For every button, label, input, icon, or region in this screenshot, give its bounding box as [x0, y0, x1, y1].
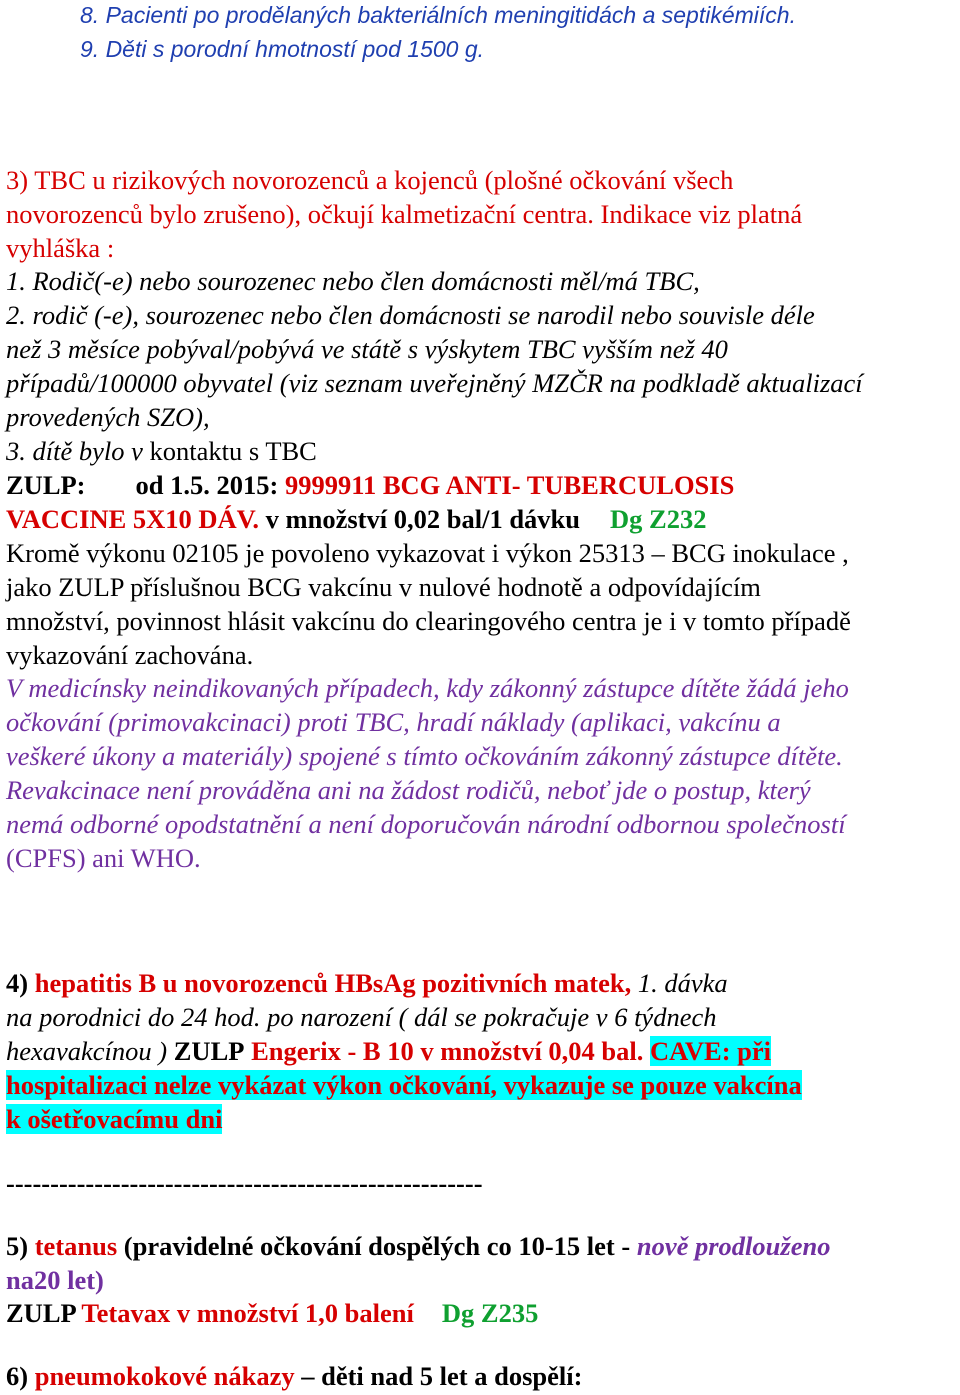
- hep-dose: 1. dávka: [637, 968, 728, 998]
- tet-new: nově prodlouženo: [636, 1231, 831, 1261]
- tet-heading-line: [6, 1231, 830, 1261]
- tbc-note-1: Kromě výkonu 02105 je povoleno vykazovat i výkon 25313 – BCG inokulace ,: [6, 538, 849, 568]
- pneu-title: pneumokokové nákazy: [34, 1361, 295, 1391]
- vaccine-name-cont: VACCINE 5X10 DÁV.: [6, 504, 260, 534]
- separator-line: ------------------------------------------------------: [6, 1168, 483, 1198]
- tbc-indication-3: [6, 436, 317, 466]
- zulp-vaccine-code: 9999911 BCG ANTI- TUBERCULOSIS: [284, 470, 735, 500]
- tbc-heading-line-2: novorozenců bylo zrušeno), očkují kalmetizační centra. Indikace viz platná: [6, 199, 803, 229]
- hep-zulp: ZULP: [173, 1036, 245, 1066]
- tbc-note-4: vykazování zachována.: [6, 640, 254, 670]
- diagnosis-code: Dg Z232: [610, 504, 707, 534]
- tbc-indication-2b: než 3 měsíce pobýval/pobývá ve státě s výskytem TBC vyšším než 40: [6, 334, 728, 364]
- hep-heading-line: [6, 968, 728, 998]
- hep-number: 4): [6, 968, 29, 998]
- zulp-date: od 1.5. 2015:: [135, 470, 279, 500]
- list-item-9: 9. Děti s porodní hmotností pod 1500 g.: [80, 36, 485, 62]
- tet-paren: (pravidelné očkování dospělých co 10-15 let -: [123, 1231, 631, 1261]
- hep-line-4: [6, 1070, 802, 1100]
- tbc-indication-3a: 3. dítě bylo v: [6, 436, 150, 466]
- hep-line-5: [6, 1104, 222, 1134]
- tbc-payment-6: (CPFS) ani WHO.: [6, 843, 201, 873]
- tet-zulp: ZULP: [6, 1298, 76, 1328]
- tet-number: 5): [6, 1231, 29, 1261]
- hep-cave-end: k ošetřovacímu dni: [6, 1104, 223, 1134]
- tbc-payment-5: nemá odborné opodstatnění a není doporučován národní odbornou společností: [6, 809, 846, 839]
- tbc-heading-line-1: [6, 165, 733, 195]
- vaccine-amount: v množství 0,02 bal/1 dávku: [265, 504, 581, 534]
- pneu-number: 6): [6, 1361, 29, 1391]
- list-item-8: 8. Pacienti po prodělaných bakteriálních meningitidách a septikémiích.: [80, 2, 796, 28]
- hep-title: hepatitis B u novorozenců HBsAg pozitivních matek,: [34, 968, 632, 998]
- tbc-payment-4: Revakcinace není prováděna ani na žádost rodičů, neboť jde o postup, který: [6, 775, 811, 805]
- hep-line-3: [6, 1036, 771, 1066]
- hep-hexa: hexavakcínou ): [6, 1036, 168, 1066]
- tbc-heading-line-3: vyhláška :: [6, 233, 115, 263]
- tbc-zulp-line: [6, 470, 734, 500]
- tet-zulp-line: [6, 1298, 538, 1328]
- tbc-heading: 3) TBC u rizikových novorozenců a kojenců (plošné očkování všech: [6, 165, 734, 195]
- zulp-label: ZULP:: [6, 470, 86, 500]
- tet-vaccine: Tetavax v množství 1,0 balení: [81, 1298, 414, 1328]
- pneu-heading-line: [6, 1361, 582, 1391]
- tbc-payment-1: V medicínsky neindikovaných případech, kdy zákonný zástupce dítěte žádá jeho: [6, 673, 849, 703]
- hep-cave-text: hospitalizaci nelze vykázat výkon očkování, vykazuje se pouze vakcína: [6, 1070, 802, 1100]
- tet-title: tetanus: [34, 1231, 118, 1261]
- tbc-note-3: množství, povinnost hlásit vakcínu do clearingového centra je i v tomto případě: [6, 606, 851, 636]
- tbc-vaccine-line: [6, 504, 707, 534]
- pneu-rest: – děti nad 5 let a dospělí:: [301, 1361, 583, 1391]
- tbc-payment-2: očkování (primovakcinaci) proti TBC, hradí náklady (aplikaci, vakcínu a: [6, 707, 781, 737]
- tbc-indication-3b: kontaktu s TBC: [149, 436, 317, 466]
- tet-dg: Dg Z235: [441, 1298, 539, 1328]
- tbc-indication-1: 1. Rodič(-e) nebo sourozenec nebo člen domácnosti měl/má TBC,: [6, 266, 700, 296]
- tbc-indication-2c: případů/100000 obyvatel (viz seznam uveřejněný MZČR na podkladě aktualizací: [6, 368, 863, 398]
- tbc-indication-2d: provedených SZO),: [6, 402, 210, 432]
- tbc-indication-2: 2. rodič (-e), sourozenec nebo člen domácnosti se narodil nebo souvisle déle: [6, 300, 815, 330]
- tbc-note-2: jako ZULP příslušnou BCG vakcínu v nulové hodnotě a odpovídajícím: [6, 572, 761, 602]
- tet-line-2: na20 let): [6, 1265, 104, 1295]
- tbc-payment-3: veškeré úkony a materiály) spojené s tímto očkováním zákonný zástupce dítěte.: [6, 741, 843, 771]
- hep-line-2: na porodnici do 24 hod. po narození ( dál se pokračuje v 6 týdnech: [6, 1002, 717, 1032]
- hep-vaccine: Engerix - B 10 v množství 0,04 bal.: [251, 1036, 644, 1066]
- hep-cave: CAVE: při: [650, 1036, 772, 1066]
